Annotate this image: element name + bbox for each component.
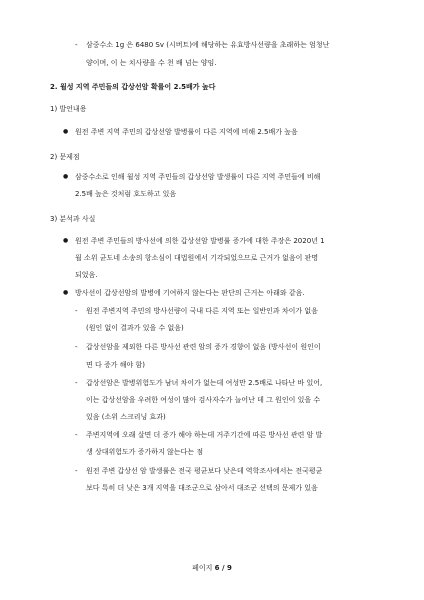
bullet-icon: ● bbox=[63, 173, 69, 180]
text-line: 생 상대위험도가 증가하지 않는다는 점 bbox=[86, 448, 204, 456]
subsection-title: 1) 발언내용 bbox=[50, 105, 87, 113]
section-heading: 2. 월성 지역 주민들의 갑상선암 확률이 2.5배가 높다 bbox=[50, 83, 216, 91]
bullet-icon: ● bbox=[63, 128, 69, 135]
text-line: 있음 (소위 스크리닝 효과) bbox=[86, 413, 166, 421]
page-footer bbox=[0, 563, 424, 573]
text-line: 양이며, 이 는 치사량을 수 천 배 넘는 양임. bbox=[86, 59, 217, 67]
text-line: 원전 주변 주민들의 방사선에 의한 갑상선암 발병률 증가에 대한 주장은 2020년 1 bbox=[75, 237, 325, 245]
subsection-title: 2) 문제점 bbox=[50, 153, 80, 161]
text-line: 방사선이 갑상선암의 발병에 기여하지 않는다는 판단의 근거는 아래와 같음. bbox=[75, 289, 305, 297]
dash-marker: - bbox=[75, 467, 78, 475]
dash-marker: - bbox=[75, 41, 78, 49]
bullet-icon: ● bbox=[63, 237, 69, 244]
dash-marker: - bbox=[75, 379, 78, 387]
subsection-title: 3) 분석과 사실 bbox=[50, 215, 96, 223]
text-line: 월 소위 균도네 소송의 항소심이 대법원에서 기각되었으므로 근거가 없음이 판명 bbox=[75, 254, 319, 262]
text-line: 이는 갑상선암을 우려한 여성이 많아 검사자수가 늘어난 데 그 원인이 있을 수 bbox=[86, 396, 321, 404]
text-line: 되었음. bbox=[75, 271, 98, 279]
text-line: 원전 주변지역 주민의 방사선량이 국내 다른 지역 또는 일반인과 차이가 없음 bbox=[86, 307, 318, 315]
text-line: 면 다 증가 해야 함) bbox=[86, 361, 145, 369]
page-number: 6 / 9 bbox=[214, 564, 232, 572]
text-line: 갑상선암은 발병위험도가 남녀 차이가 없는데 여성만 2.5배로 나타난 바 있어, bbox=[86, 379, 323, 387]
text-line: 삼중수소로 인해 월성 지역 주민들의 갑상선암 발생률이 다른 지역 주민들에 비해 bbox=[75, 173, 321, 181]
dash-marker: - bbox=[75, 307, 78, 315]
dash-marker: - bbox=[75, 431, 78, 439]
text-line: 원전 주변 갑상선 암 발생률은 전국 평균보다 낮은데 역학조사에서는 전국평균 bbox=[86, 467, 323, 475]
page-label: 페이지 bbox=[192, 564, 213, 572]
dash-marker: - bbox=[75, 343, 78, 351]
text-line: 원전 주변 지역 주민의 갑상선암 발병률이 다른 지역에 비해 2.5배가 높음 bbox=[75, 128, 298, 136]
text-line: 갑상선암을 제외한 다른 방사선 관련 암의 증가 경향이 없음 (방사선이 원인이 bbox=[86, 343, 321, 351]
bullet-icon: ● bbox=[63, 289, 69, 296]
text-line: (원인 없이 결과가 있을 수 없음) bbox=[86, 324, 184, 332]
text-line: 삼중수소 1g 은 6480 Sv (시버트)에 해당하는 유효방사선량을 초래하는 엄청난 bbox=[86, 41, 330, 49]
text-line: 2.5배 높은 것처럼 호도하고 있음 bbox=[75, 190, 177, 198]
text-line: 보다 특히 더 낮은 3개 지역을 대조군으로 삼아서 대조군 선택의 문제가 있음 bbox=[86, 484, 318, 492]
text-line: 주변지역에 오래 살면 더 증가 해야 하는데 거주기간에 따른 방사선 관련 암 발 bbox=[86, 431, 323, 439]
